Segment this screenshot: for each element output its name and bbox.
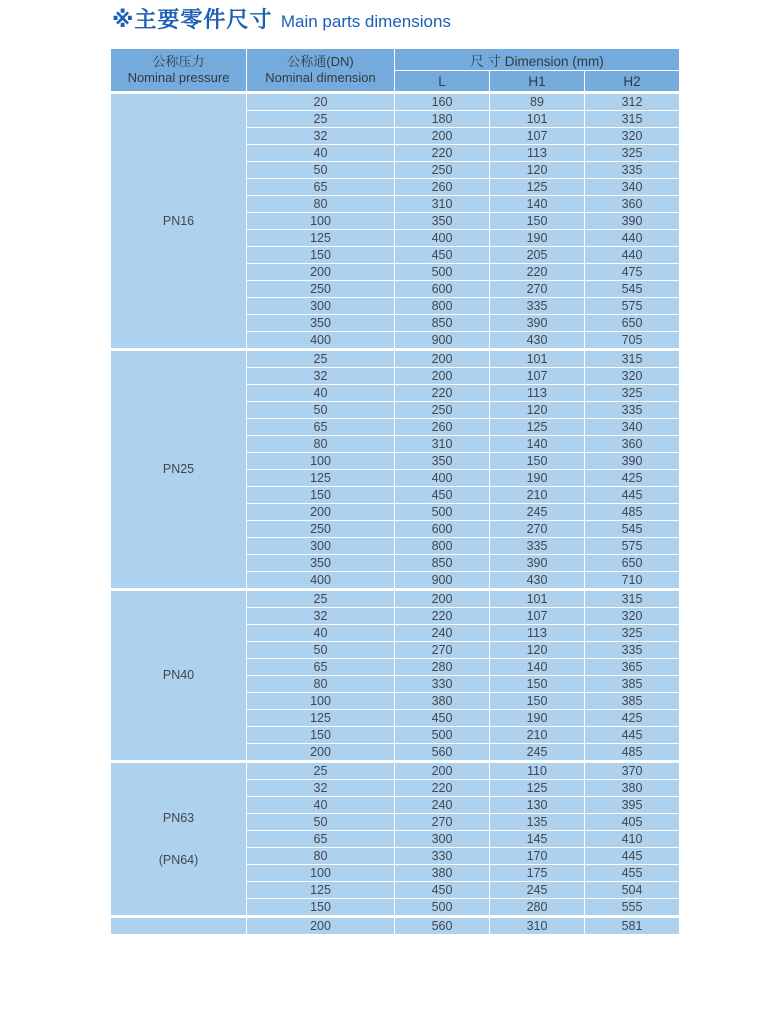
dn-cell: 50 — [247, 162, 395, 179]
h1-cell: 335 — [490, 298, 585, 315]
l-cell: 450 — [395, 247, 490, 264]
h1-cell: 210 — [490, 727, 585, 744]
header-col-l: L — [395, 71, 490, 93]
h2-cell: 650 — [585, 555, 680, 572]
l-cell: 900 — [395, 572, 490, 590]
l-cell: 260 — [395, 179, 490, 196]
h1-cell: 170 — [490, 848, 585, 865]
l-cell: 350 — [395, 453, 490, 470]
h2-cell: 335 — [585, 162, 680, 179]
dn-cell: 80 — [247, 676, 395, 693]
h2-cell: 445 — [585, 727, 680, 744]
h2-cell: 705 — [585, 332, 680, 350]
h1-cell: 245 — [490, 504, 585, 521]
h1-cell: 150 — [490, 693, 585, 710]
h1-cell: 107 — [490, 128, 585, 145]
dn-cell: 25 — [247, 350, 395, 368]
header-nominal-dimension — [247, 49, 395, 93]
dn-cell: 150 — [247, 487, 395, 504]
h1-cell: 270 — [490, 521, 585, 538]
l-cell: 600 — [395, 281, 490, 298]
dn-cell: 100 — [247, 213, 395, 230]
h2-cell: 485 — [585, 504, 680, 521]
h2-cell: 575 — [585, 538, 680, 555]
dn-cell: 200 — [247, 744, 395, 762]
h2-cell: 455 — [585, 865, 680, 882]
l-cell: 300 — [395, 831, 490, 848]
dn-cell: 350 — [247, 555, 395, 572]
h2-cell: 380 — [585, 780, 680, 797]
l-cell: 200 — [395, 350, 490, 368]
table-body — [111, 93, 680, 935]
h2-cell: 410 — [585, 831, 680, 848]
h2-cell: 320 — [585, 608, 680, 625]
l-cell: 250 — [395, 402, 490, 419]
dn-cell: 400 — [247, 572, 395, 590]
pressure-cell — [111, 917, 247, 935]
h2-cell: 405 — [585, 814, 680, 831]
l-cell: 800 — [395, 298, 490, 315]
dn-cell: 32 — [247, 368, 395, 385]
h2-cell: 370 — [585, 762, 680, 780]
h1-cell: 205 — [490, 247, 585, 264]
h1-cell: 107 — [490, 368, 585, 385]
h1-cell: 390 — [490, 315, 585, 332]
page-content — [110, 6, 679, 935]
dn-cell: 40 — [247, 797, 395, 814]
l-cell: 600 — [395, 521, 490, 538]
h1-cell: 190 — [490, 230, 585, 247]
h2-cell: 315 — [585, 111, 680, 128]
l-cell: 330 — [395, 848, 490, 865]
h1-cell: 150 — [490, 676, 585, 693]
h1-cell: 120 — [490, 162, 585, 179]
header-col-h2: H2 — [585, 71, 680, 93]
l-cell: 200 — [395, 762, 490, 780]
dn-cell: 150 — [247, 899, 395, 917]
h2-cell: 320 — [585, 368, 680, 385]
l-cell: 200 — [395, 368, 490, 385]
h1-cell: 245 — [490, 744, 585, 762]
h2-cell: 445 — [585, 848, 680, 865]
dn-cell: 80 — [247, 196, 395, 213]
l-cell: 220 — [395, 385, 490, 402]
page-title — [112, 6, 679, 37]
h2-cell: 315 — [585, 350, 680, 368]
l-cell: 200 — [395, 590, 490, 608]
h1-cell: 89 — [490, 93, 585, 111]
dn-cell: 20 — [247, 93, 395, 111]
l-cell: 250 — [395, 162, 490, 179]
h2-cell: 312 — [585, 93, 680, 111]
table-header — [111, 49, 680, 93]
dn-cell: 40 — [247, 625, 395, 642]
l-cell: 280 — [395, 659, 490, 676]
l-cell: 850 — [395, 315, 490, 332]
h2-cell: 315 — [585, 590, 680, 608]
l-cell: 260 — [395, 419, 490, 436]
h2-cell: 340 — [585, 419, 680, 436]
dn-cell: 300 — [247, 298, 395, 315]
l-cell: 500 — [395, 899, 490, 917]
h2-cell: 385 — [585, 693, 680, 710]
dn-cell: 40 — [247, 145, 395, 162]
dn-cell: 80 — [247, 848, 395, 865]
dn-cell: 150 — [247, 727, 395, 744]
h1-cell: 245 — [490, 882, 585, 899]
l-cell: 270 — [395, 814, 490, 831]
l-cell: 560 — [395, 744, 490, 762]
h2-cell: 325 — [585, 385, 680, 402]
h1-cell: 113 — [490, 385, 585, 402]
h2-cell: 440 — [585, 230, 680, 247]
h2-cell: 325 — [585, 145, 680, 162]
dn-cell: 100 — [247, 453, 395, 470]
dn-cell: 65 — [247, 659, 395, 676]
dn-cell: 50 — [247, 642, 395, 659]
l-cell: 220 — [395, 780, 490, 797]
l-cell: 450 — [395, 487, 490, 504]
dn-cell: 25 — [247, 590, 395, 608]
dn-cell: 25 — [247, 762, 395, 780]
h2-cell: 581 — [585, 917, 680, 935]
h2-cell: 340 — [585, 179, 680, 196]
h1-cell: 135 — [490, 814, 585, 831]
dn-cell: 40 — [247, 385, 395, 402]
h1-cell: 113 — [490, 145, 585, 162]
l-cell: 560 — [395, 917, 490, 935]
h1-cell: 120 — [490, 642, 585, 659]
h1-cell: 430 — [490, 572, 585, 590]
l-cell: 400 — [395, 230, 490, 247]
l-cell: 240 — [395, 625, 490, 642]
dn-cell: 32 — [247, 128, 395, 145]
header-nominal-dimension-zh: 公称通(DN) — [287, 54, 354, 69]
dn-cell: 200 — [247, 264, 395, 281]
dn-cell: 32 — [247, 780, 395, 797]
dn-cell: 50 — [247, 402, 395, 419]
dn-cell: 125 — [247, 230, 395, 247]
h2-cell: 545 — [585, 281, 680, 298]
table-row — [111, 762, 680, 780]
header-dimension-group: 尺 寸 Dimension (mm) — [395, 49, 680, 71]
l-cell: 850 — [395, 555, 490, 572]
l-cell: 240 — [395, 797, 490, 814]
h1-cell: 125 — [490, 179, 585, 196]
dn-cell: 125 — [247, 710, 395, 727]
pressure-cell — [111, 590, 247, 762]
h1-cell: 280 — [490, 899, 585, 917]
h1-cell: 430 — [490, 332, 585, 350]
h1-cell: 101 — [490, 111, 585, 128]
h1-cell: 113 — [490, 625, 585, 642]
h1-cell: 335 — [490, 538, 585, 555]
h1-cell: 101 — [490, 590, 585, 608]
h2-cell: 575 — [585, 298, 680, 315]
page-title-english: Main parts dimensions — [280, 12, 451, 31]
dn-cell: 200 — [247, 504, 395, 521]
l-cell: 310 — [395, 436, 490, 453]
dn-cell: 150 — [247, 247, 395, 264]
h1-cell: 310 — [490, 917, 585, 935]
dn-cell: 250 — [247, 281, 395, 298]
dn-cell: 80 — [247, 436, 395, 453]
h1-cell: 107 — [490, 608, 585, 625]
pressure-label: PN40 — [162, 668, 195, 682]
h2-cell: 440 — [585, 247, 680, 264]
dn-cell: 300 — [247, 538, 395, 555]
h2-cell: 390 — [585, 453, 680, 470]
h2-cell: 335 — [585, 402, 680, 419]
dn-cell: 65 — [247, 831, 395, 848]
pressure-cell — [111, 350, 247, 590]
l-cell: 450 — [395, 882, 490, 899]
dn-cell: 100 — [247, 693, 395, 710]
l-cell: 380 — [395, 865, 490, 882]
l-cell: 900 — [395, 332, 490, 350]
h1-cell: 120 — [490, 402, 585, 419]
h2-cell: 545 — [585, 521, 680, 538]
dn-cell: 100 — [247, 865, 395, 882]
dn-cell: 65 — [247, 179, 395, 196]
h2-cell: 365 — [585, 659, 680, 676]
h2-cell: 325 — [585, 625, 680, 642]
l-cell: 160 — [395, 93, 490, 111]
table-row — [111, 917, 680, 935]
dn-cell: 25 — [247, 111, 395, 128]
header-row-1 — [111, 49, 680, 71]
pressure-label: PN25 — [162, 462, 195, 476]
table-row — [111, 590, 680, 608]
h1-cell: 125 — [490, 780, 585, 797]
dn-cell: 125 — [247, 470, 395, 487]
h1-cell: 130 — [490, 797, 585, 814]
l-cell: 310 — [395, 196, 490, 213]
dn-cell: 65 — [247, 419, 395, 436]
l-cell: 220 — [395, 145, 490, 162]
l-cell: 400 — [395, 470, 490, 487]
l-cell: 500 — [395, 727, 490, 744]
pressure-cell — [111, 93, 247, 350]
h2-cell: 425 — [585, 470, 680, 487]
dn-cell: 400 — [247, 332, 395, 350]
h1-cell: 175 — [490, 865, 585, 882]
page-title-chinese: ※主要零件尺寸 — [112, 7, 273, 32]
pressure-label: PN16 — [162, 213, 195, 228]
h1-cell: 140 — [490, 196, 585, 213]
h2-cell: 320 — [585, 128, 680, 145]
l-cell: 350 — [395, 213, 490, 230]
l-cell: 380 — [395, 693, 490, 710]
l-cell: 180 — [395, 111, 490, 128]
pressure-label: PN63 — [162, 810, 195, 825]
header-col-h1: H1 — [490, 71, 585, 93]
l-cell: 800 — [395, 538, 490, 555]
h2-cell: 390 — [585, 213, 680, 230]
h2-cell: 475 — [585, 264, 680, 281]
h1-cell: 190 — [490, 710, 585, 727]
l-cell: 500 — [395, 264, 490, 281]
l-cell: 330 — [395, 676, 490, 693]
l-cell: 220 — [395, 608, 490, 625]
header-nominal-pressure-en: Nominal pressure — [127, 70, 230, 85]
h1-cell: 150 — [490, 453, 585, 470]
h1-cell: 110 — [490, 762, 585, 780]
l-cell: 450 — [395, 710, 490, 727]
header-nominal-pressure — [111, 49, 247, 93]
l-cell: 200 — [395, 128, 490, 145]
h2-cell: 385 — [585, 676, 680, 693]
h2-cell: 485 — [585, 744, 680, 762]
h1-cell: 210 — [490, 487, 585, 504]
l-cell: 270 — [395, 642, 490, 659]
h1-cell: 220 — [490, 264, 585, 281]
header-nominal-pressure-zh: 公称压力 — [152, 54, 205, 69]
dn-cell: 200 — [247, 917, 395, 935]
h2-cell: 360 — [585, 436, 680, 453]
h2-cell: 445 — [585, 487, 680, 504]
h1-cell: 150 — [490, 213, 585, 230]
dn-cell: 350 — [247, 315, 395, 332]
h2-cell: 335 — [585, 642, 680, 659]
l-cell: 500 — [395, 504, 490, 521]
h2-cell: 425 — [585, 710, 680, 727]
h1-cell: 140 — [490, 436, 585, 453]
h1-cell: 270 — [490, 281, 585, 298]
h2-cell: 710 — [585, 572, 680, 590]
header-nominal-dimension-en: Nominal dimension — [265, 70, 376, 85]
h1-cell: 140 — [490, 659, 585, 676]
table-row — [111, 93, 680, 111]
dimensions-table — [110, 48, 680, 935]
h1-cell: 190 — [490, 470, 585, 487]
h2-cell: 555 — [585, 899, 680, 917]
table-row — [111, 350, 680, 368]
h2-cell: 504 — [585, 882, 680, 899]
h1-cell: 125 — [490, 419, 585, 436]
h1-cell: 390 — [490, 555, 585, 572]
h2-cell: 395 — [585, 797, 680, 814]
h2-cell: 650 — [585, 315, 680, 332]
dn-cell: 32 — [247, 608, 395, 625]
dn-cell: 50 — [247, 814, 395, 831]
pressure-cell — [111, 762, 247, 917]
h1-cell: 101 — [490, 350, 585, 368]
h1-cell: 145 — [490, 831, 585, 848]
dn-cell: 250 — [247, 521, 395, 538]
h2-cell: 360 — [585, 196, 680, 213]
dn-cell: 125 — [247, 882, 395, 899]
pressure-alt-label: (PN64) — [158, 852, 199, 867]
